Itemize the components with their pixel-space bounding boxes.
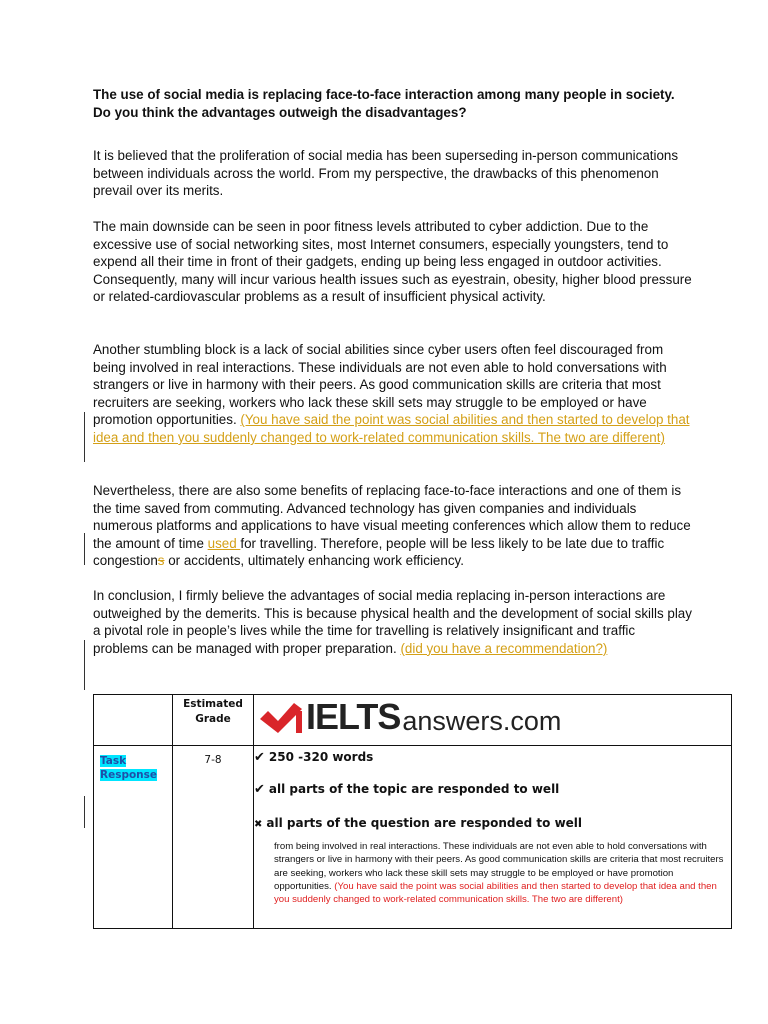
- paragraph-body-2: [93, 341, 693, 447]
- paragraph-body-2-text: Another stumbling block is a lack of social abilities since cyber users often feel discouraged from being involved in real interactions. These individuals are not even able to hold conversations with strangers or live in harmony with their peers. As good communication skills are criteria that most recruiters are seeking, workers who lack these skill sets may struggle to be employed or have promotion opportunities.: [93, 342, 667, 428]
- teacher-comment: (did you have a recommendation?): [400, 640, 608, 656]
- criterion-cell: [94, 746, 173, 929]
- feedback-text: all parts of the topic are responded to well: [268, 782, 560, 796]
- paragraph-body-3-text-a: Nevertheless, there are also some benefits of replacing face-to-face interactions and one of them is the time saved from commuting. Advanced technology has given companies and individuals numerous platforms and applications to have visual meeting conferences which allow them to reduce the amount of time: [93, 483, 691, 551]
- quoted-excerpt-text: from being involved in real interactions. These individuals are not even able to hold conversations with strangers or live in harmony with their peers. As good communication skills are criteria that most recruiters are seeking, workers who lack these skill sets may struggle to be employed or have promotion opportunities.: [274, 841, 724, 892]
- paragraph-body-1: The main downside can be seen in poor fitness levels attributed to cyber addiction. Due to the excessive use of social networking sites, most Internet consumers, especially youngsters, tend to expend all their time in front of their gadgets, ending up being less engaged in outdoor activities. Consequently, many will incur various health issues such as eyestrain, obesity, higher blood pressure or related-cardiovascular problems as a result of insufficient physical activity.: [93, 219, 692, 305]
- grade-value: 7-8: [204, 754, 222, 766]
- change-bar: [84, 533, 85, 565]
- grade-cell: [173, 746, 254, 929]
- cross-icon: ✖: [254, 819, 263, 830]
- feedback-text: all parts of the question are responded to well: [266, 816, 583, 830]
- paragraph-conclusion: [93, 587, 693, 657]
- check-icon: ✔: [254, 782, 265, 797]
- table-header-empty: [94, 695, 173, 746]
- paragraph-body-3-text-c: or accidents, ultimately enhancing work efficiency.: [164, 553, 464, 569]
- feedback-item: [254, 816, 582, 830]
- feedback-cell: [254, 746, 732, 929]
- logo-brand-text: IELTS: [306, 696, 401, 737]
- change-bar: [84, 796, 85, 828]
- table-header-row: [94, 695, 732, 746]
- grading-table: [93, 694, 732, 929]
- check-logo-icon: [260, 701, 302, 733]
- logo-domain-text: answers.com: [402, 705, 562, 736]
- logo-cell: [254, 695, 732, 746]
- criterion-label: [100, 754, 172, 782]
- paragraph-body-3: [93, 482, 693, 570]
- feedback-item: [254, 750, 373, 765]
- table-header-grade: [173, 695, 254, 746]
- feedback-text: 250 -320 words: [268, 750, 374, 764]
- paragraph-body-3-text-b: for travelling. Therefore, people will be less likely to be late due to traffic congestion: [93, 535, 665, 569]
- check-icon: ✔: [254, 750, 265, 765]
- deleted-letter: s: [157, 553, 165, 569]
- paragraph-conclusion-text: In conclusion, I firmly believe the advantages of social media replacing in-person interactions are outweighed by the demerits. This is because physical health and the development of social skills play a pivotal role in people’s lives while the time for travelling is relatively insignificant and traffic problems can be managed with proper preparation.: [93, 588, 692, 656]
- change-bar: [84, 640, 85, 690]
- table-row: [94, 746, 732, 929]
- inserted-word: used: [207, 535, 241, 551]
- essay-question: The use of social media is replacing face-to-face interaction among many people in society. Do you think the advantages outweigh the disadvantages?: [93, 87, 675, 120]
- paragraph-introduction: It is believed that the proliferation of social media has been superseding in-person communications between individuals across the world. From my perspective, the drawbacks of this phenomenon prevail over its merits.: [93, 148, 679, 199]
- feedback-item: [254, 782, 559, 797]
- teacher-comment: (You have said the point was social abilities and then started to develop that idea and then you suddenly changed to work-related communication skills. The two are different): [93, 412, 690, 445]
- change-bar: [84, 412, 85, 462]
- quoted-comment: (You have said the point was social abilities and then started to develop that idea and then you suddenly changed to work-related communication skills. The two are different): [274, 880, 717, 906]
- ielts-answers-logo: [260, 697, 561, 737]
- criterion-label-text: Task Response: [100, 755, 158, 781]
- quoted-excerpt: [274, 840, 724, 906]
- estimated-grade-label: Estimated Grade: [183, 698, 243, 725]
